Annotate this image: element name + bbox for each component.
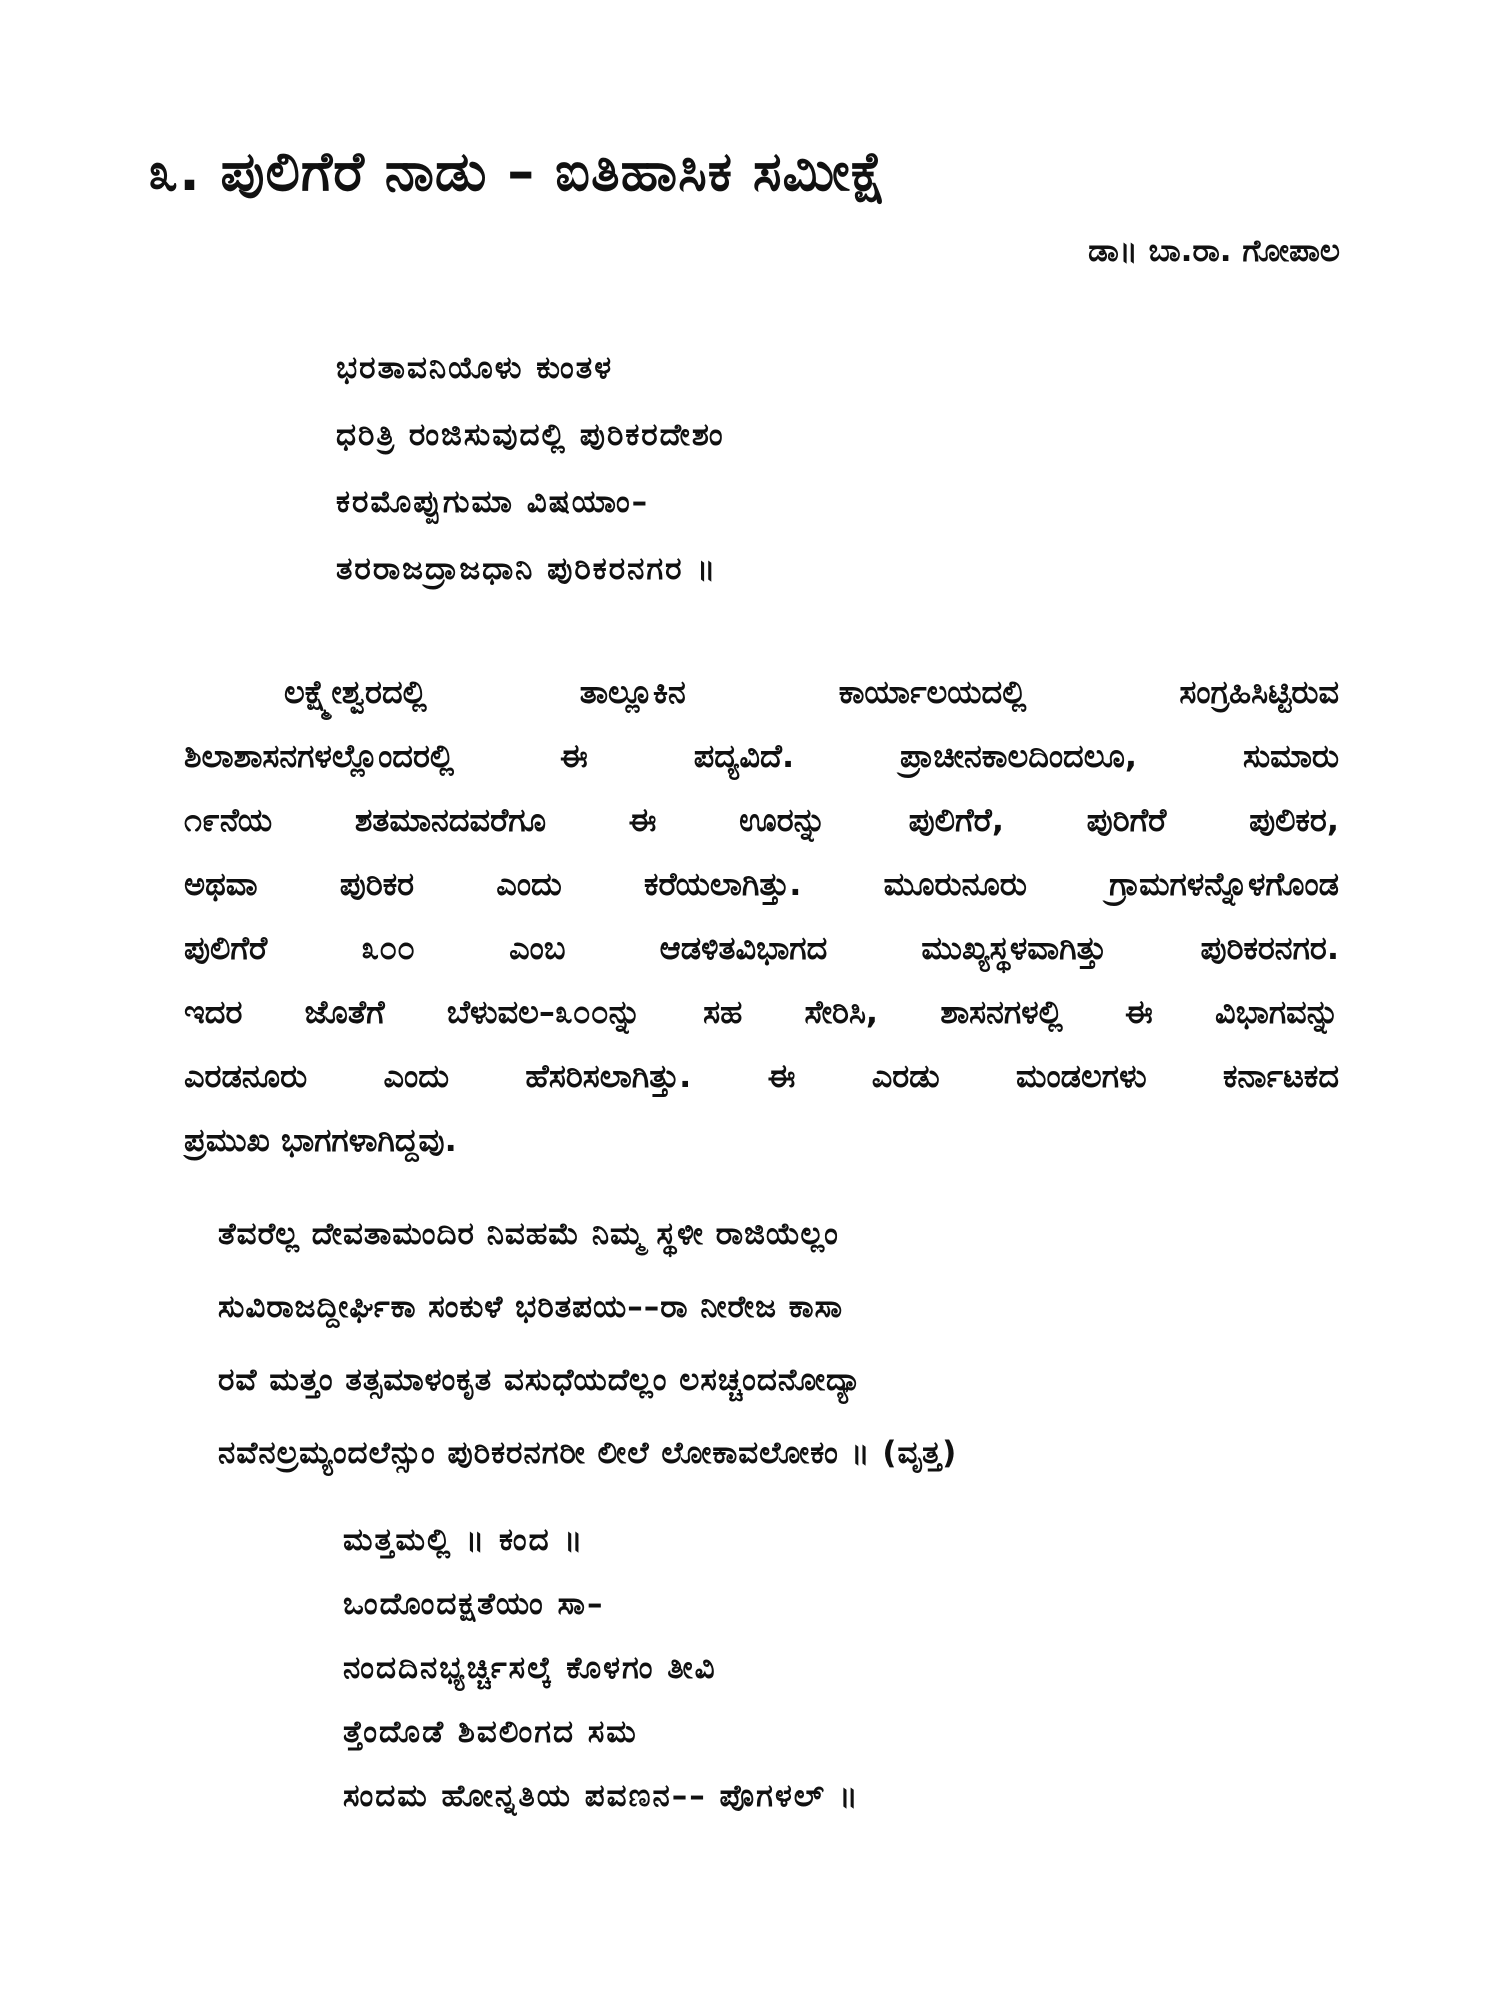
body-paragraph bbox=[184, 660, 1339, 1172]
paragraph-line: ಪ್ರಮುಖ ಭಾಗಗಳಾಗಿದ್ದವು. bbox=[184, 1121, 457, 1159]
kanda-verse bbox=[343, 1508, 860, 1828]
paragraph-line: ಶಿಲಾಶಾಸನಗಳಲ್ಲೊಂದರಲ್ಲಿ ಈ ಪದ್ಯವಿದೆ. ಪ್ರಾಚೀನಕಾಲದಿಂದಲೂ, ಸುಮಾರು bbox=[184, 737, 1339, 775]
verse-line: ಕರಮೊಪ್ಪುಗುಮಾ ವಿಷಯಾಂ– bbox=[336, 484, 650, 520]
verse-line: ತರರಾಜದ್ರಾಜಧಾನಿ ಪುರಿಕರನಗರ ॥ bbox=[336, 551, 718, 587]
paragraph-line: ಅಥವಾ ಪುರಿಕರ ಎಂದು ಕರೆಯಲಾಗಿತ್ತು. ಮೂರುನೂರು ಗ್ರಾಮಗಳನ್ನೊಳಗೊಂಡ bbox=[184, 865, 1339, 903]
opening-verse bbox=[336, 335, 725, 603]
paragraph-line: ೧೯ನೆಯ ಶತಮಾನದವರೆಗೂ ಈ ಊರನ್ನು ಪುಲಿಗೆರೆ, ಪುರಿಗೆರೆ ಪುಲಿಕರ, bbox=[184, 801, 1339, 839]
verse-line: ಒಂದೊಂದಕ್ಷತೆಯಂ ಸಾ– bbox=[343, 1586, 605, 1622]
verse-line: ತೆವರೆಲ್ಲ ದೇವತಾಮಂದಿರ ನಿವಹಮೆ ನಿಮ್ಮ ಸ್ಥಳೀ ರಾಜಿಯೆಲ್ಲಂ bbox=[218, 1216, 839, 1252]
paragraph-line: ಲಕ್ಷ್ಮೇಶ್ವರದಲ್ಲಿ ತಾಲ್ಲೂಕಿನ ಕಾರ್ಯಾಲಯದಲ್ಲಿ ಸಂಗ್ರಹಿಸಿಟ್ಟಿರುವ bbox=[284, 673, 1339, 711]
verse-line: ಭರತಾವನಿಯೊಳು ಕುಂತಳ bbox=[336, 350, 614, 386]
author-name: ಡಾ॥ ಬಾ.ರಾ. ಗೋಪಾಲ bbox=[1088, 233, 1340, 269]
verse-line: ನವೆನಲ್ರಮ್ಯಂದಲೆನ್ಸುಂ ಪುರಿಕರನಗರೀ ಲೀಲೆ ಲೋಕಾವಲೋಕಂ ॥ (ವೃತ್ತ) bbox=[218, 1435, 958, 1471]
paragraph-line: ಇದರ ಜೊತೆಗೆ ಬೆಳುವಲ–೩೦೦ನ್ನು ಸಹ ಸೇರಿಸಿ, ಶಾಸನಗಳಲ್ಲಿ ಈ ವಿಭಾಗವನ್ನು bbox=[184, 993, 1339, 1031]
verse-line: ಸಂದಮ ಹೋನ್ನತಿಯ ಪವಣನ–– ಪೊಗಳಲ್ ॥ bbox=[343, 1778, 860, 1814]
verse-line: ಧರಿತ್ರಿ ರಂಜಿಸುವುದಲ್ಲಿ ಪುರಿಕರದೇಶಂ bbox=[336, 417, 725, 453]
paragraph-line: ಪುಲಿಗೆರೆ ೩೦೦ ಎಂಬ ಆಡಳಿತವಿಭಾಗದ ಮುಖ್ಯಸ್ಥಳವಾಗಿತ್ತು ಪುರಿಕರನಗರ. bbox=[184, 929, 1339, 967]
article-title: ೩. ಪುಲಿಗೆರೆ ನಾಡು – ಐತಿಹಾಸಿಕ ಸಮೀಕ್ಷೆ bbox=[148, 140, 887, 203]
verse-line: ನಂದದಿನಭ್ಯರ್ಚ್ಚಿಸಲ್ಕೆ ಕೊಳಗಂ ತೀವಿ bbox=[343, 1650, 717, 1686]
paragraph-line: ಎರಡನೂರು ಎಂದು ಹೆಸರಿಸಲಾಗಿತ್ತು. ಈ ಎರಡು ಮಂಡಲಗಳು ಕರ್ನಾಟಕದ bbox=[184, 1057, 1339, 1095]
vritta-verse bbox=[218, 1198, 957, 1490]
verse-line: ರವೆ ಮತ್ತಂ ತತ್ಸಮಾಳಂಕೃತ ವಸುಧೆಯದೆಲ್ಲಂ ಲಸಚ್ಚಂದನೋದ್ಯಾ bbox=[218, 1362, 863, 1398]
verse-line: ಮತ್ತಮಲ್ಲಿ ॥ ಕಂದ ॥ bbox=[343, 1522, 585, 1558]
verse-line: ಸುವಿರಾಜದ್ದೀರ್ಘಿಕಾ ಸಂಕುಳೆ ಭರಿತಪಯ––ರಾ ನೀರೇಜ ಕಾಸಾ bbox=[218, 1289, 844, 1325]
verse-line: ತ್ತೆಂದೊಡೆ ಶಿವಲಿಂಗದ ಸಮ bbox=[343, 1714, 638, 1750]
